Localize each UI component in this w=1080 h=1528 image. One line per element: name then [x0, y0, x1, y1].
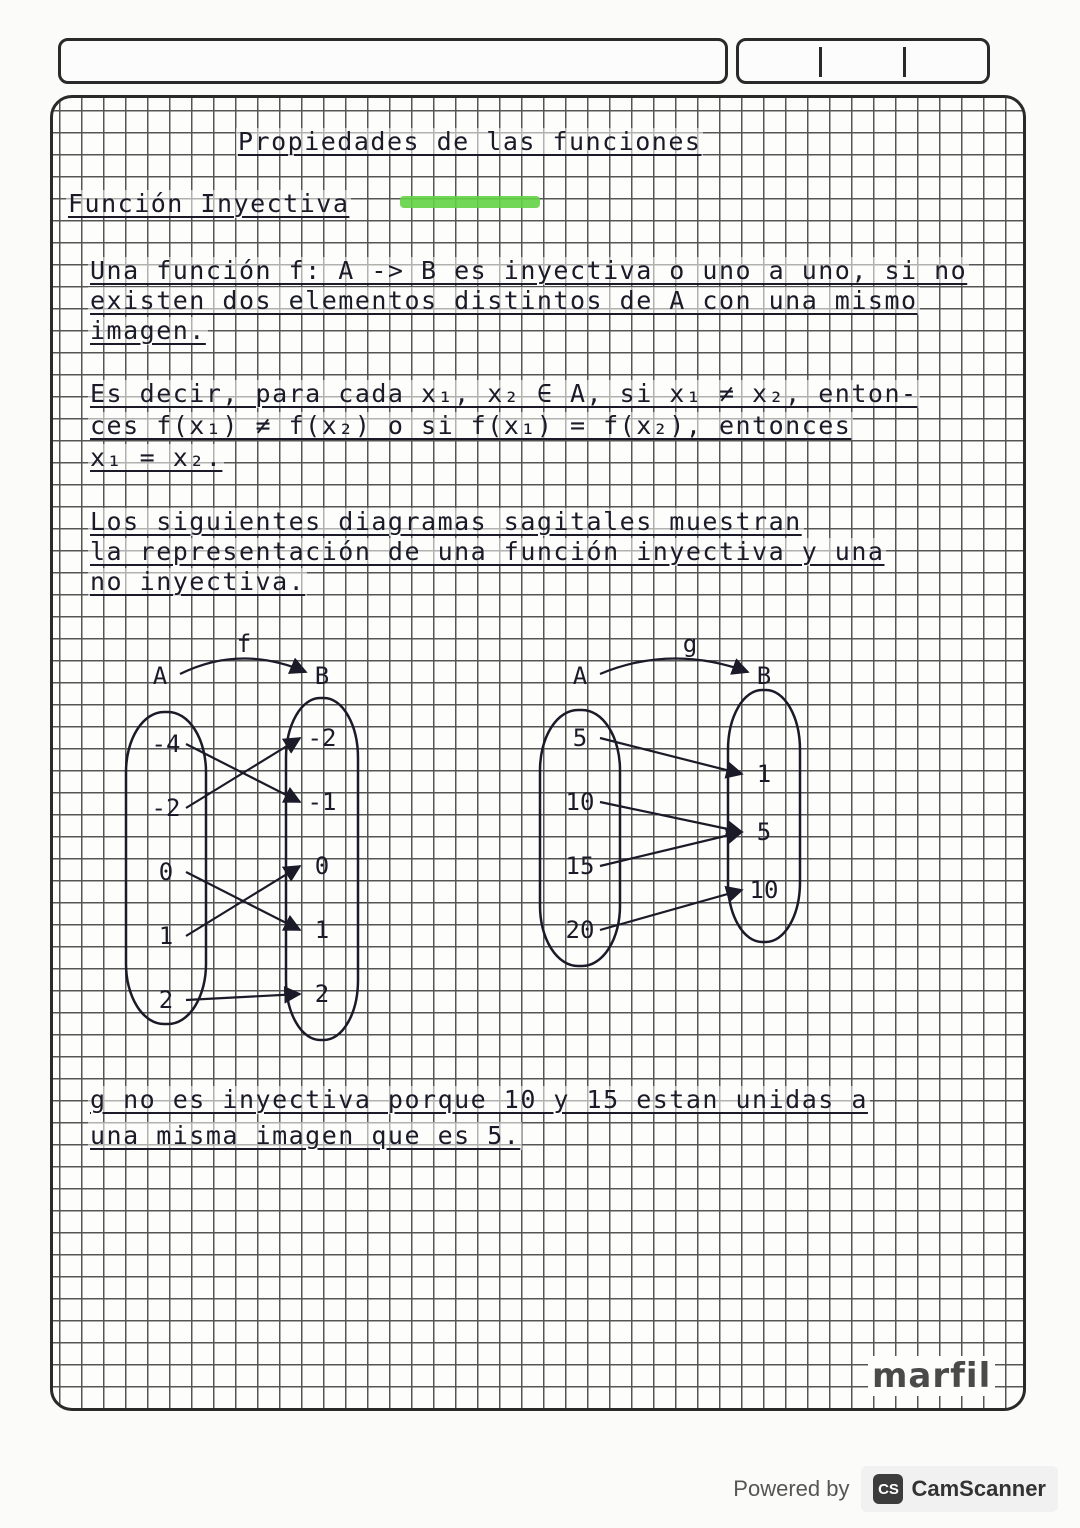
domain-element: -2	[151, 794, 181, 822]
codomain-element: -2	[307, 724, 337, 752]
mapping-line	[600, 738, 742, 774]
definition-line: Una función f: A -> B es inyectiva o uno a uno, si no	[90, 256, 968, 285]
domain-element: 5	[572, 724, 588, 752]
mapping-line	[186, 866, 300, 936]
conclusion-line: una misma imagen que es 5.	[90, 1121, 521, 1150]
domain-element: -4	[151, 730, 181, 758]
scanner-watermark	[733, 1466, 1058, 1512]
set-b-label: B	[756, 662, 772, 690]
conclusion-line: g no es inyectiva porque 10 y 15 estan unidas a	[90, 1085, 868, 1114]
domain-element: 15	[565, 852, 595, 880]
definition-line: imagen.	[90, 316, 206, 345]
domain-element: 20	[565, 916, 595, 944]
codomain-element: -1	[307, 788, 337, 816]
powered-by-text: Powered by	[733, 1476, 850, 1501]
intro-line: no inyectiva.	[90, 567, 306, 596]
camscanner-badge	[861, 1466, 1058, 1512]
camscanner-icon: CS	[873, 1474, 903, 1504]
intro-line: la representación de una función inyectiva y una	[90, 537, 885, 566]
intro-line: Los siguientes diagramas sagitales muestran	[90, 507, 802, 536]
page-title: Propiedades de las funciones	[238, 127, 702, 156]
set-b-label: B	[314, 662, 330, 690]
mapping-line	[600, 890, 742, 930]
domain-element: 1	[158, 922, 174, 950]
codomain-element: 1	[314, 916, 330, 944]
domain-element: 10	[565, 788, 595, 816]
set-a-label: A	[152, 662, 168, 690]
codomain-element: 1	[756, 760, 772, 788]
codomain-element: 10	[749, 876, 779, 904]
diagram-g	[540, 630, 800, 966]
diagram-f	[126, 630, 358, 1040]
set-a-label: A	[572, 662, 588, 690]
domain-element: 0	[158, 858, 174, 886]
notebook-brand-logo: marfil	[868, 1356, 995, 1396]
domain-element: 2	[158, 986, 174, 1014]
mapping-line	[600, 802, 742, 832]
mapping-arrow	[600, 658, 748, 674]
definition-line: existen dos elementos distintos de A con una mismo	[90, 286, 918, 315]
camscanner-name: CamScanner	[911, 1476, 1046, 1501]
mapping-arrow	[180, 658, 306, 674]
codomain-oval	[728, 690, 800, 942]
mapping-line	[600, 832, 742, 866]
function-name-label: f	[236, 630, 252, 658]
codomain-element: 2	[314, 980, 330, 1008]
explanation-line: Es decir, para cada x₁, x₂ ∈ A, si x₁ ≠ x₂, enton-	[90, 379, 918, 408]
explanation-line: ces f(x₁) ≠ f(x₂) o si f(x₁) = f(x₂), entonces	[90, 411, 852, 440]
function-name-label: g	[682, 630, 698, 658]
explanation-line: x₁ = x₂.	[90, 443, 223, 472]
mapping-line	[186, 994, 300, 1000]
codomain-element: 5	[756, 818, 772, 846]
section-heading: Función Inyectiva	[68, 189, 350, 218]
codomain-element: 0	[314, 852, 330, 880]
